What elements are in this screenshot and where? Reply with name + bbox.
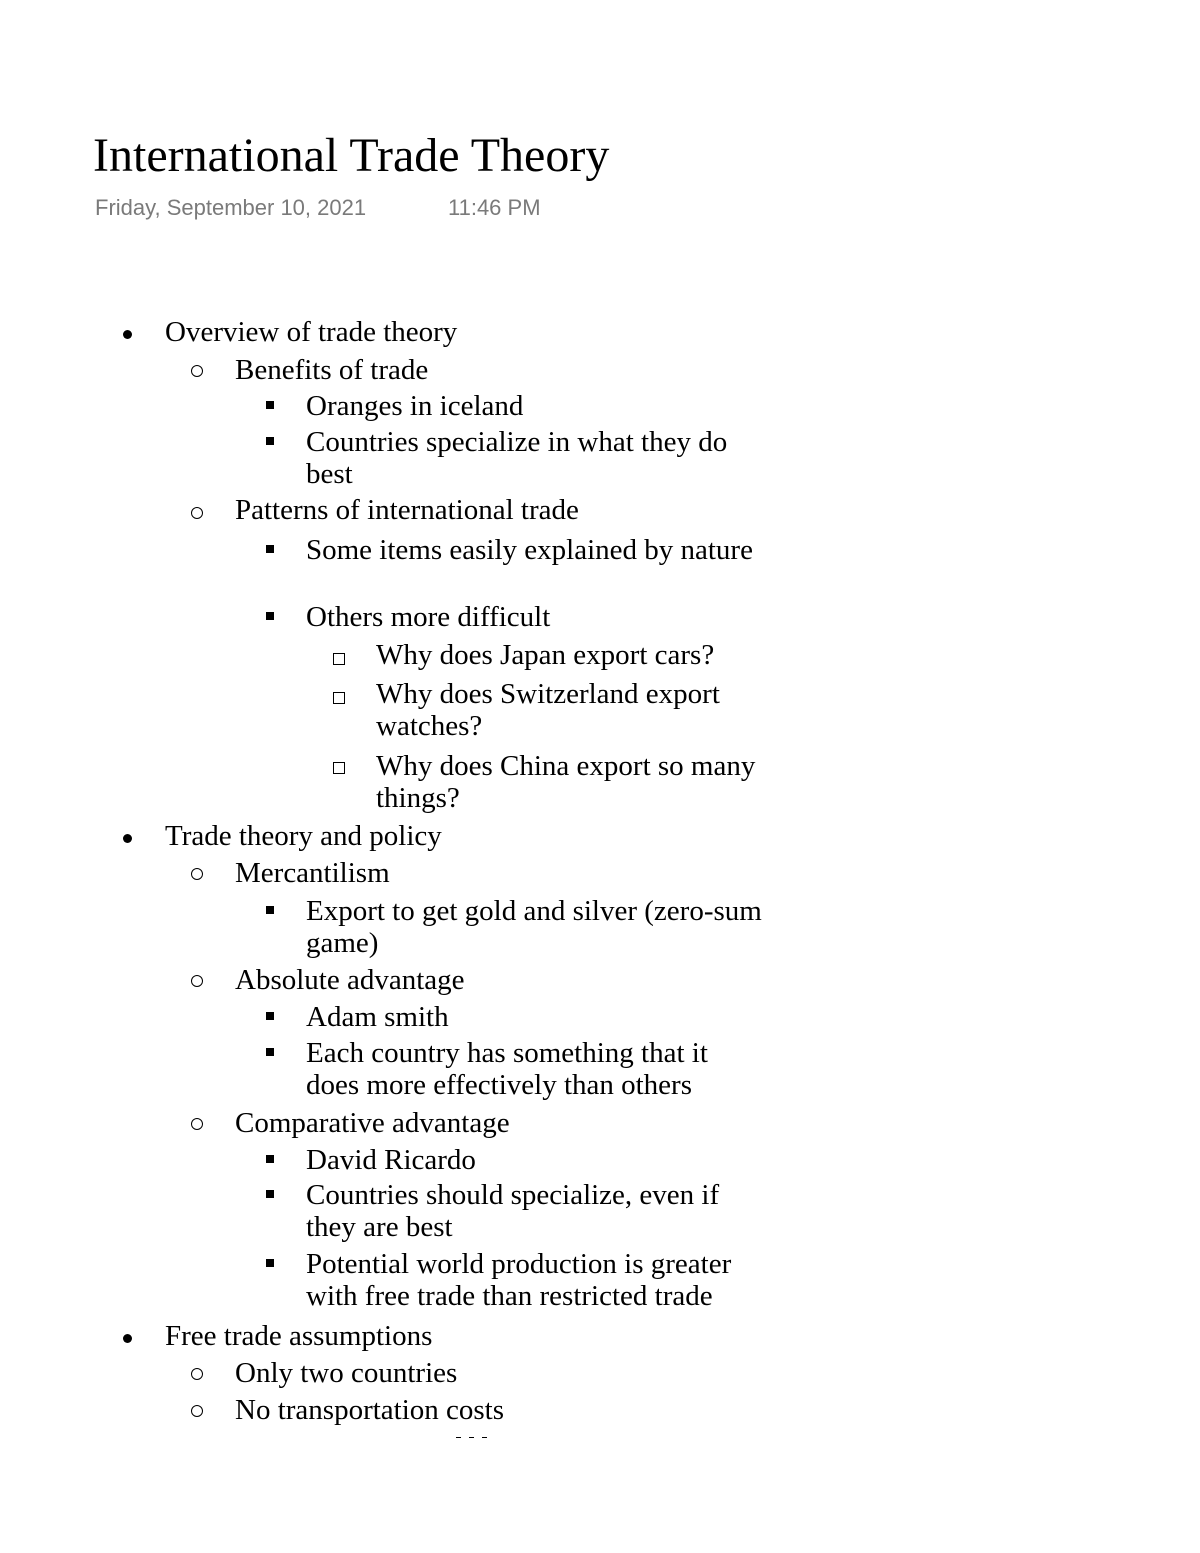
square-bullet-icon — [266, 612, 274, 620]
box-bullet-icon — [333, 762, 345, 774]
circle-bullet-icon — [191, 507, 203, 519]
note-time: 11:46 PM — [448, 195, 541, 220]
outline-item: Benefits of trade — [235, 354, 429, 386]
disc-bullet-icon — [123, 834, 132, 843]
outline-item: Others more difficult — [306, 601, 551, 633]
outline-item: Patterns of international trade — [235, 494, 579, 526]
outline-item: David Ricardo — [306, 1144, 476, 1176]
box-bullet-icon — [333, 653, 345, 665]
outline-item: Countries specialize in what they do best — [306, 426, 728, 490]
circle-bullet-icon — [191, 365, 203, 377]
square-bullet-icon — [266, 1048, 274, 1056]
circle-bullet-icon — [191, 1118, 203, 1130]
square-bullet-icon — [266, 1155, 274, 1163]
outline-item: Absolute advantage — [235, 964, 465, 996]
outline-item: Why does Japan export cars? — [376, 639, 715, 671]
circle-bullet-icon — [191, 868, 203, 880]
outline-item: Only two countries — [235, 1357, 458, 1389]
square-bullet-icon — [266, 401, 274, 409]
outline-item: Why does China export so many things? — [376, 750, 756, 814]
square-bullet-icon — [266, 1012, 274, 1020]
outline-item: Mercantilism — [235, 857, 390, 889]
outline-item: No transportation costs — [235, 1394, 505, 1426]
outline-item: Export to get gold and silver (zero-sum game) — [306, 895, 762, 959]
outline-item: Free trade assumptions — [165, 1320, 433, 1352]
clipped-text-fragment — [456, 1431, 502, 1438]
circle-bullet-icon — [191, 1368, 203, 1380]
outline-item: Trade theory and policy — [165, 820, 442, 852]
square-bullet-icon — [266, 1190, 274, 1198]
note-date: Friday, September 10, 2021 — [95, 195, 367, 220]
outline-item: Countries should specialize, even if they are best — [306, 1179, 720, 1243]
square-bullet-icon — [266, 545, 274, 553]
outline-item: Comparative advantage — [235, 1107, 510, 1139]
outline-item: Overview of trade theory — [165, 316, 458, 348]
disc-bullet-icon — [123, 1334, 132, 1343]
outline-item: Some items easily explained by nature — [306, 534, 753, 566]
outline-item: Each country has something that it does more effectively than others — [306, 1037, 708, 1101]
square-bullet-icon — [266, 906, 274, 914]
outline-item: Why does Switzerland export watches? — [376, 678, 720, 742]
circle-bullet-icon — [191, 1405, 203, 1417]
outline-item: Oranges in iceland — [306, 390, 524, 422]
disc-bullet-icon — [123, 330, 132, 339]
outline-item: Potential world production is greater with free trade than restricted trade — [306, 1248, 732, 1312]
page-title: International Trade Theory — [93, 129, 610, 182]
outline-item: Adam smith — [306, 1001, 449, 1033]
box-bullet-icon — [333, 692, 345, 704]
square-bullet-icon — [266, 1259, 274, 1267]
square-bullet-icon — [266, 437, 274, 445]
circle-bullet-icon — [191, 975, 203, 987]
